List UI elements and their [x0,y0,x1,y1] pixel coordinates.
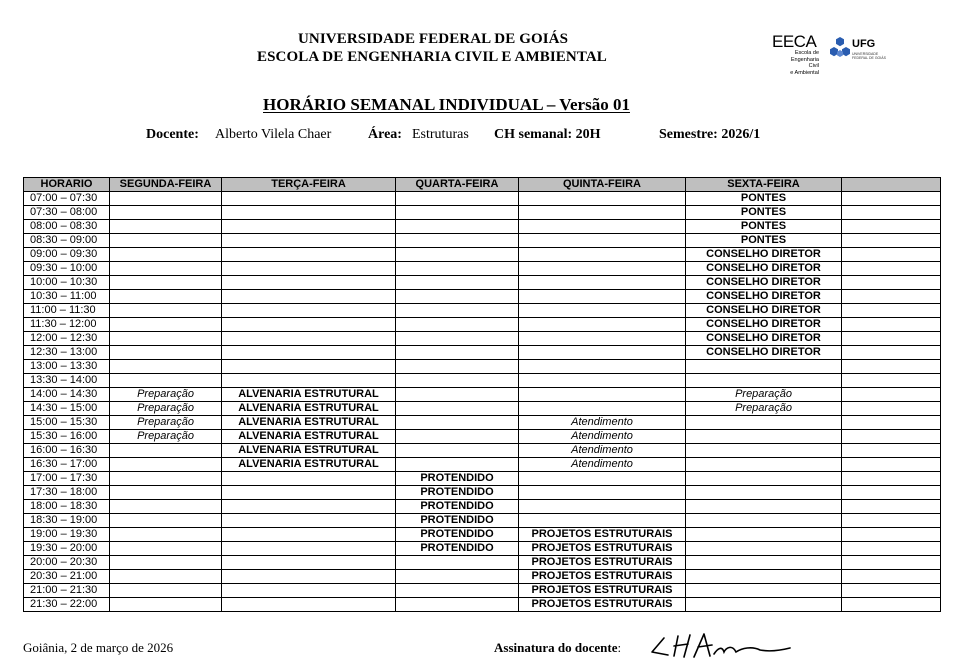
area-label: Área: [368,127,402,142]
schedule-cell [686,360,842,374]
schedule-cell: Atendimento [519,416,686,430]
schedule-cell [519,220,686,234]
table-row [24,472,941,486]
schedule-cell [519,500,686,514]
schedule-cell [222,220,396,234]
schedule-cell [222,584,396,598]
schedule-cell [842,584,941,598]
schedule-cell [842,192,941,206]
ch-semanal: CH semanal: 20H [494,127,601,142]
schedule-cell [842,514,941,528]
table-row [24,220,941,234]
schedule-cell [842,304,941,318]
schedule-cell [222,514,396,528]
schedule-cell [222,276,396,290]
schedule-cell [842,430,941,444]
schedule-cell: PROTENDIDO [396,500,519,514]
schedule-cell [222,486,396,500]
schedule-cell [110,598,222,612]
schedule-cell [686,598,842,612]
schedule-cell [110,500,222,514]
signature-line [494,640,621,656]
schedule-cell [842,290,941,304]
schedule-cell [842,542,941,556]
schedule-cell [222,332,396,346]
schedule-cell [222,570,396,584]
time-slot-cell: 15:30 – 16:00 [24,430,110,444]
docente-label: Docente: [146,127,199,142]
time-slot-cell: 09:00 – 09:30 [24,248,110,262]
table-row [24,528,941,542]
schedule-cell [222,304,396,318]
schedule-cell [686,374,842,388]
schedule-cell [110,220,222,234]
schedule-cell [842,402,941,416]
schedule-cell [842,528,941,542]
schedule-cell [396,276,519,290]
schedule-cell: Atendimento [519,444,686,458]
schedule-cell: Preparação [686,388,842,402]
schedule-cell [686,584,842,598]
schedule-cell [110,514,222,528]
schedule-cell [519,374,686,388]
schedule-cell [222,374,396,388]
schedule-cell [396,584,519,598]
time-slot-cell: 14:30 – 15:00 [24,402,110,416]
schedule-cell [519,486,686,500]
time-slot-cell: 16:00 – 16:30 [24,444,110,458]
schedule-cell: PROJETOS ESTRUTURAIS [519,556,686,570]
header-terca: TERÇA-FEIRA [222,178,396,192]
handwritten-signature [648,630,798,664]
schedule-cell [842,374,941,388]
schedule-cell [222,248,396,262]
time-slot-cell: 15:00 – 15:30 [24,416,110,430]
schedule-cell: CONSELHO DIRETOR [686,262,842,276]
schedule-cell [396,346,519,360]
ufg-hexagon-icon [829,36,851,60]
time-slot-cell: 20:00 – 20:30 [24,556,110,570]
schedule-cell [396,318,519,332]
schedule-cell [842,458,941,472]
schedule-cell: PROJETOS ESTRUTURAIS [519,528,686,542]
schedule-cell [222,472,396,486]
schedule-cell [222,500,396,514]
schedule-cell [222,290,396,304]
schedule-cell [686,458,842,472]
schedule-cell: CONSELHO DIRETOR [686,332,842,346]
schedule-cell: ALVENARIA ESTRUTURAL [222,388,396,402]
time-slot-cell: 10:30 – 11:00 [24,290,110,304]
schedule-cell [686,500,842,514]
schedule-cell: PROJETOS ESTRUTURAIS [519,570,686,584]
schedule-cell [110,458,222,472]
time-slot-cell: 07:00 – 07:30 [24,192,110,206]
schedule-cell [110,192,222,206]
table-row [24,486,941,500]
time-slot-cell: 11:30 – 12:00 [24,318,110,332]
time-slot-cell: 17:30 – 18:00 [24,486,110,500]
schedule-cell [686,556,842,570]
place-date: Goiânia, 2 de março de 2026 [23,640,174,655]
schedule-cell [519,192,686,206]
table-row [24,514,941,528]
schedule-cell [222,360,396,374]
schedule-header-row [24,178,941,192]
schedule-cell [686,570,842,584]
schedule-cell [519,318,686,332]
header-quinta: QUINTA-FEIRA [519,178,686,192]
schedule-cell [519,402,686,416]
time-slot-cell: 12:00 – 12:30 [24,332,110,346]
schedule-cell [222,528,396,542]
schedule-cell [222,262,396,276]
schedule-cell: PROTENDIDO [396,542,519,556]
schedule-cell: CONSELHO DIRETOR [686,318,842,332]
schedule-cell [842,206,941,220]
schedule-cell [110,360,222,374]
time-slot-cell: 10:00 – 10:30 [24,276,110,290]
schedule-cell [222,542,396,556]
schedule-cell [519,388,686,402]
table-row [24,444,941,458]
header-horario: HORARIO [24,178,110,192]
schedule-cell [519,234,686,248]
table-row [24,276,941,290]
schedule-cell [396,556,519,570]
schedule-cell [222,234,396,248]
ufg-logo-text: UFG [852,38,876,50]
time-slot-cell: 21:30 – 22:00 [24,598,110,612]
schedule-cell [110,234,222,248]
schedule-cell [396,402,519,416]
schedule-cell [842,276,941,290]
time-slot-cell: 20:30 – 21:00 [24,570,110,584]
time-slot-cell: 19:00 – 19:30 [24,528,110,542]
table-row [24,234,941,248]
table-row [24,556,941,570]
schedule-cell: PROTENDIDO [396,486,519,500]
header-extra [842,178,941,192]
schedule-cell [686,528,842,542]
schedule-cell [686,472,842,486]
time-slot-cell: 13:00 – 13:30 [24,360,110,374]
schedule-cell: CONSELHO DIRETOR [686,248,842,262]
schedule-cell [222,192,396,206]
schedule-cell [519,262,686,276]
semestre: Semestre: 2026/1 [659,127,761,142]
schedule-cell: PROJETOS ESTRUTURAIS [519,584,686,598]
table-row [24,598,941,612]
weekly-schedule-table [23,177,941,612]
university-name: UNIVERSIDADE FEDERAL DE GOIÁS [298,31,569,47]
schedule-cell [519,360,686,374]
schedule-cell [842,262,941,276]
table-row [24,248,941,262]
school-name: ESCOLA DE ENGENHARIA CIVIL E AMBIENTAL [257,49,607,65]
schedule-cell [396,598,519,612]
time-slot-cell: 09:30 – 10:00 [24,262,110,276]
schedule-cell: PONTES [686,220,842,234]
table-row [24,360,941,374]
schedule-cell: PROJETOS ESTRUTURAIS [519,542,686,556]
schedule-cell [110,556,222,570]
schedule-cell [519,276,686,290]
time-slot-cell: 16:30 – 17:00 [24,458,110,472]
schedule-cell: Preparação [110,402,222,416]
table-row [24,570,941,584]
schedule-cell: Preparação [110,416,222,430]
schedule-cell [842,332,941,346]
schedule-cell [842,486,941,500]
table-row [24,402,941,416]
schedule-cell [222,556,396,570]
table-row [24,304,941,318]
schedule-cell [110,584,222,598]
time-slot-cell: 18:00 – 18:30 [24,500,110,514]
table-row [24,192,941,206]
schedule-cell [110,248,222,262]
schedule-cell [396,430,519,444]
schedule-cell [396,220,519,234]
schedule-cell [686,514,842,528]
schedule-cell [110,290,222,304]
schedule-cell [842,444,941,458]
schedule-cell [686,444,842,458]
schedule-cell [110,206,222,220]
schedule-cell [842,234,941,248]
schedule-cell: CONSELHO DIRETOR [686,290,842,304]
schedule-cell: PROTENDIDO [396,528,519,542]
schedule-cell [396,458,519,472]
schedule-cell [396,290,519,304]
schedule-cell [842,220,941,234]
time-slot-cell: 08:30 – 09:00 [24,234,110,248]
schedule-cell: Atendimento [519,458,686,472]
schedule-cell: PROJETOS ESTRUTURAIS [519,598,686,612]
schedule-cell [842,388,941,402]
table-row [24,206,941,220]
header-quarta: QUARTA-FEIRA [396,178,519,192]
schedule-cell [519,248,686,262]
schedule-cell [519,290,686,304]
schedule-cell [110,276,222,290]
schedule-cell: ALVENARIA ESTRUTURAL [222,444,396,458]
schedule-cell: ALVENARIA ESTRUTURAL [222,416,396,430]
schedule-cell: CONSELHO DIRETOR [686,304,842,318]
schedule-cell [110,444,222,458]
schedule-cell [110,318,222,332]
schedule-cell [396,416,519,430]
schedule-cell [396,374,519,388]
schedule-cell [842,556,941,570]
schedule-cell [110,528,222,542]
table-row [24,584,941,598]
time-slot-cell: 12:30 – 13:00 [24,346,110,360]
time-slot-cell: 18:30 – 19:00 [24,514,110,528]
schedule-cell [519,332,686,346]
schedule-cell [519,304,686,318]
signature-colon: : [617,640,622,655]
signature-label: Assinatura do docente [494,640,618,655]
schedule-cell [110,570,222,584]
schedule-cell: ALVENARIA ESTRUTURAL [222,458,396,472]
table-row [24,318,941,332]
schedule-cell [842,500,941,514]
schedule-cell: ALVENARIA ESTRUTURAL [222,430,396,444]
schedule-cell [686,486,842,500]
schedule-cell [396,304,519,318]
docente-name: Alberto Vilela Chaer [215,127,332,142]
schedule-cell [110,472,222,486]
schedule-cell [519,472,686,486]
schedule-cell [842,570,941,584]
schedule-cell [396,234,519,248]
schedule-cell [396,206,519,220]
eeca-logo-subtitle: Escola de Engenharia Civil e Ambiental [790,50,819,76]
schedule-cell [396,248,519,262]
schedule-cell [222,318,396,332]
schedule-cell [842,472,941,486]
schedule-cell [519,346,686,360]
time-slot-cell: 07:30 – 08:00 [24,206,110,220]
time-slot-cell: 21:00 – 21:30 [24,584,110,598]
header-segunda: SEGUNDA-FEIRA [110,178,222,192]
schedule-cell: Atendimento [519,430,686,444]
table-row [24,500,941,514]
schedule-cell [222,598,396,612]
schedule-cell: PONTES [686,206,842,220]
table-row [24,388,941,402]
schedule-cell [110,374,222,388]
schedule-cell [110,262,222,276]
time-slot-cell: 14:00 – 14:30 [24,388,110,402]
time-slot-cell: 13:30 – 14:00 [24,374,110,388]
table-row [24,290,941,304]
schedule-cell [842,598,941,612]
schedule-cell [396,332,519,346]
schedule-cell [396,192,519,206]
table-row [24,416,941,430]
time-slot-cell: 11:00 – 11:30 [24,304,110,318]
schedule-cell [686,542,842,556]
schedule-cell: Preparação [110,388,222,402]
schedule-cell: PONTES [686,234,842,248]
document-title: HORÁRIO SEMANAL INDIVIDUAL – Versão 01 [263,95,630,114]
schedule-cell [842,248,941,262]
schedule-cell: Preparação [686,402,842,416]
table-row [24,262,941,276]
schedule-cell [396,570,519,584]
schedule-cell [110,304,222,318]
table-row [24,332,941,346]
schedule-cell: Preparação [110,430,222,444]
schedule-cell [110,332,222,346]
schedule-cell [396,444,519,458]
schedule-cell [842,346,941,360]
schedule-cell [686,430,842,444]
schedule-cell [222,346,396,360]
table-row [24,542,941,556]
schedule-cell [842,360,941,374]
area-value: Estruturas [412,127,469,142]
schedule-cell [110,542,222,556]
schedule-cell: PONTES [686,192,842,206]
eeca-ufg-logo [772,30,912,76]
schedule-cell [110,346,222,360]
schedule-cell: CONSELHO DIRETOR [686,276,842,290]
schedule-cell: PROTENDIDO [396,472,519,486]
schedule-cell [519,206,686,220]
time-slot-cell: 19:30 – 20:00 [24,542,110,556]
ufg-logo-subtitle: UNIVERSIDADE FEDERAL DE GOIÁS [852,52,886,60]
schedule-cell [519,514,686,528]
schedule-cell: ALVENARIA ESTRUTURAL [222,402,396,416]
table-row [24,346,941,360]
time-slot-cell: 08:00 – 08:30 [24,220,110,234]
schedule-cell [842,318,941,332]
schedule-cell [396,360,519,374]
table-row [24,374,941,388]
schedule-cell: PROTENDIDO [396,514,519,528]
schedule-cell [686,416,842,430]
header-sexta: SEXTA-FEIRA [686,178,842,192]
schedule-cell [396,262,519,276]
schedule-cell: CONSELHO DIRETOR [686,346,842,360]
table-row [24,458,941,472]
schedule-cell [222,206,396,220]
eeca-logo-text: EECA [772,32,817,51]
schedule-cell [110,486,222,500]
table-row [24,430,941,444]
schedule-cell [842,416,941,430]
schedule-cell [396,388,519,402]
time-slot-cell: 17:00 – 17:30 [24,472,110,486]
